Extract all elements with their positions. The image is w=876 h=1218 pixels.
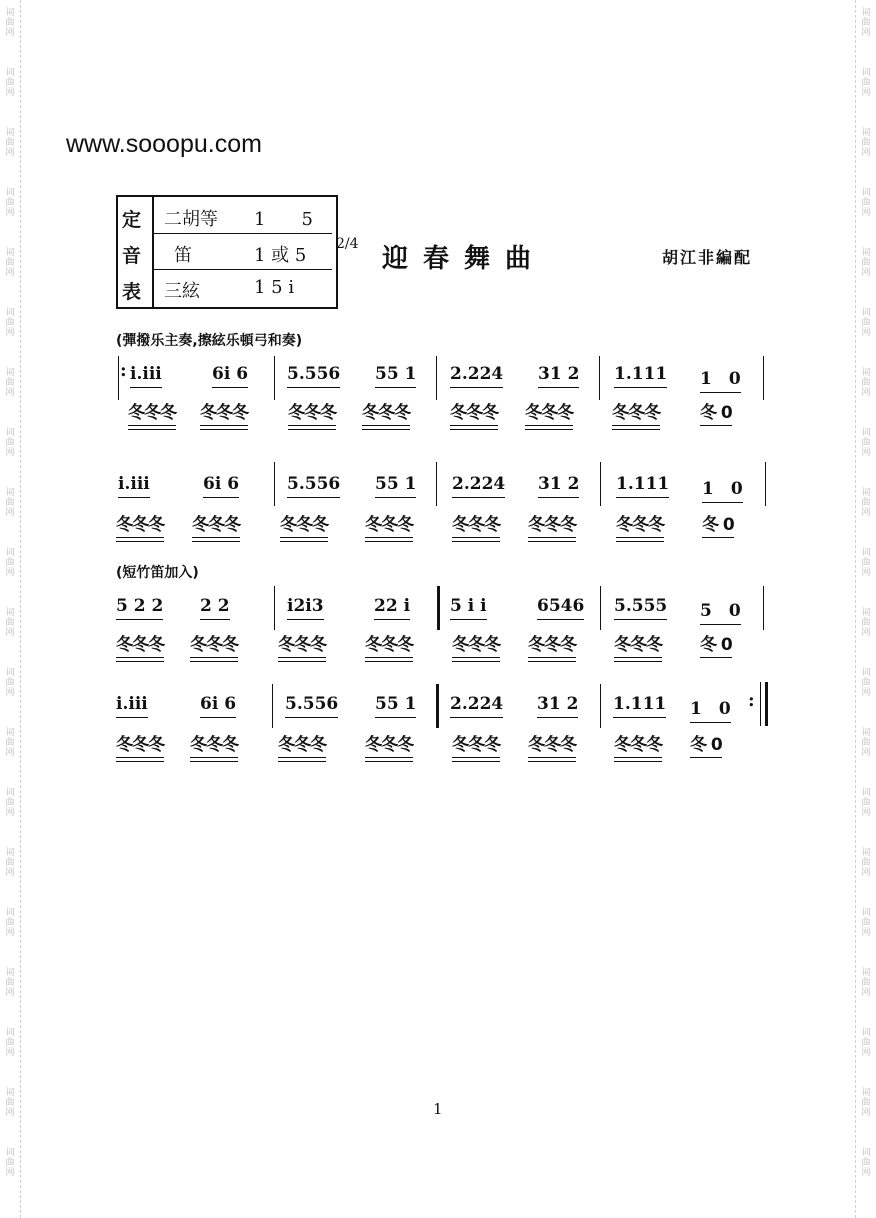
watermark-text: 词 曲 网 bbox=[5, 968, 15, 998]
bar-line bbox=[763, 356, 764, 400]
watermark-text: 词 曲 网 bbox=[861, 68, 871, 98]
percussion-group: 冬 0 bbox=[700, 398, 732, 423]
melody-note-group: 55 1 bbox=[375, 364, 417, 384]
melody-note-group: 1 0 bbox=[702, 474, 743, 499]
melody-note-group: 5.556 bbox=[285, 694, 339, 714]
tuning-table bbox=[116, 195, 338, 309]
melody-note-group: 2.224 bbox=[452, 474, 506, 494]
watermark-text: 词 曲 网 bbox=[5, 1028, 15, 1058]
bar-line bbox=[763, 586, 764, 630]
watermark-text: 词 曲 网 bbox=[5, 248, 15, 278]
tuning-notes: 1 5 bbox=[254, 209, 313, 230]
melody-note-group: 55 1 bbox=[375, 694, 417, 714]
percussion-group: 冬 0 bbox=[690, 730, 722, 755]
watermark-text: 词 曲 网 bbox=[861, 848, 871, 878]
performance-instruction: (彈撥乐主奏,擦絃乐頓弓和奏) bbox=[116, 333, 303, 349]
watermark-text: 词 曲 网 bbox=[861, 728, 871, 758]
percussion-group: 冬冬冬 bbox=[450, 398, 498, 423]
site-url: www.sooopu.com bbox=[66, 130, 262, 158]
watermark-text: 词 曲 网 bbox=[861, 488, 871, 518]
percussion-group: 冬冬冬 bbox=[612, 398, 660, 423]
repeat-end-sign: : bbox=[748, 690, 755, 711]
melody-note-group: 1 0 bbox=[690, 694, 731, 719]
percussion-group: 冬冬冬 bbox=[116, 630, 164, 655]
watermark-text: 词 曲 网 bbox=[5, 68, 15, 98]
percussion-group: 冬冬冬 bbox=[616, 510, 664, 535]
bar-line bbox=[600, 462, 601, 506]
watermark-text: 词 曲 网 bbox=[5, 8, 15, 38]
watermark-text: 词 曲 网 bbox=[5, 368, 15, 398]
bar-line bbox=[600, 586, 601, 630]
bar-line bbox=[436, 356, 437, 400]
watermark-text: 词 曲 网 bbox=[861, 8, 871, 38]
watermark-text: 词 曲 网 bbox=[5, 908, 15, 938]
watermark-text: 词 曲 网 bbox=[5, 1088, 15, 1118]
melody-note-group: 31 2 bbox=[538, 364, 580, 384]
percussion-group: 冬冬冬 bbox=[528, 730, 576, 755]
melody-note-group: 55 1 bbox=[375, 474, 417, 494]
bar-line bbox=[272, 684, 273, 728]
percussion-group: 冬冬冬 bbox=[116, 510, 164, 535]
percussion-group: 冬冬冬 bbox=[365, 730, 413, 755]
left-watermark-strip bbox=[0, 0, 21, 1218]
right-watermark-strip bbox=[855, 0, 876, 1218]
melody-note-group: 5 0 bbox=[700, 596, 741, 621]
melody-note-group: 5.556 bbox=[287, 474, 341, 494]
percussion-group: 冬冬冬 bbox=[192, 510, 240, 535]
watermark-text: 词 曲 网 bbox=[861, 908, 871, 938]
percussion-group: 冬冬冬 bbox=[128, 398, 176, 423]
repeat-start-sign: : bbox=[120, 360, 127, 381]
percussion-group: 冬冬冬 bbox=[528, 510, 576, 535]
watermark-text: 词 曲 网 bbox=[861, 428, 871, 458]
watermark-text: 词 曲 网 bbox=[5, 848, 15, 878]
bar-line bbox=[274, 356, 275, 400]
tuning-header-char: 定 bbox=[122, 209, 142, 231]
percussion-group: 冬冬冬 bbox=[614, 730, 662, 755]
bar-line bbox=[437, 586, 440, 630]
watermark-text: 词 曲 网 bbox=[861, 368, 871, 398]
melody-note-group: 6546 bbox=[537, 596, 585, 616]
melody-note-group: 6i 6 bbox=[203, 474, 240, 494]
melody-note-group: 2 2 bbox=[200, 596, 230, 616]
arranger-credit: 胡江非編配 bbox=[662, 248, 753, 267]
percussion-group: 冬冬冬 bbox=[614, 630, 662, 655]
watermark-text: 词 曲 网 bbox=[861, 308, 871, 338]
bar-line bbox=[600, 684, 601, 728]
bar-line bbox=[118, 356, 119, 400]
bar-line bbox=[760, 682, 761, 726]
percussion-group: 冬冬冬 bbox=[528, 630, 576, 655]
watermark-text: 词 曲 网 bbox=[5, 1148, 15, 1178]
percussion-group: 冬冬冬 bbox=[452, 630, 500, 655]
watermark-text: 词 曲 网 bbox=[861, 1028, 871, 1058]
melody-note-group: 22 i bbox=[374, 596, 411, 616]
bar-line bbox=[436, 462, 437, 506]
watermark-text: 词 曲 网 bbox=[861, 128, 871, 158]
percussion-group: 冬 0 bbox=[700, 630, 732, 655]
tuning-instrument: 三絃 bbox=[164, 281, 200, 302]
watermark-text: 词 曲 网 bbox=[5, 488, 15, 518]
melody-note-group: i.iii bbox=[130, 364, 162, 384]
tuning-table-header bbox=[118, 197, 154, 307]
bar-line bbox=[765, 462, 766, 506]
watermark-text: 词 曲 网 bbox=[5, 428, 15, 458]
melody-note-group: 6i 6 bbox=[200, 694, 237, 714]
tuning-row bbox=[154, 235, 332, 270]
bar-line bbox=[274, 586, 275, 630]
watermark-text: 词 曲 网 bbox=[861, 788, 871, 818]
watermark-text: 词 曲 网 bbox=[861, 548, 871, 578]
melody-note-group: 31 2 bbox=[538, 474, 580, 494]
watermark-text: 词 曲 网 bbox=[5, 788, 15, 818]
percussion-group: 冬冬冬 bbox=[365, 510, 413, 535]
percussion-group: 冬冬冬 bbox=[365, 630, 413, 655]
percussion-group: 冬冬冬 bbox=[190, 630, 238, 655]
melody-note-group: 2.224 bbox=[450, 364, 504, 384]
watermark-text: 词 曲 网 bbox=[5, 728, 15, 758]
watermark-text: 词 曲 网 bbox=[5, 308, 15, 338]
melody-note-group: i2i3 bbox=[287, 596, 324, 616]
percussion-group: 冬冬冬 bbox=[200, 398, 248, 423]
melody-note-group: i.iii bbox=[116, 694, 148, 714]
watermark-text: 词 曲 网 bbox=[5, 548, 15, 578]
melody-note-group: i.iii bbox=[118, 474, 150, 494]
melody-note-group: 1.111 bbox=[614, 364, 668, 384]
watermark-text: 词 曲 网 bbox=[861, 188, 871, 218]
watermark-text: 词 曲 网 bbox=[861, 608, 871, 638]
tuning-header-char: 表 bbox=[122, 281, 142, 303]
watermark-text: 词 曲 网 bbox=[861, 248, 871, 278]
melody-note-group: 1 0 bbox=[700, 364, 741, 389]
melody-note-group: 6i 6 bbox=[212, 364, 249, 384]
tuning-notes: 1 或 5 bbox=[254, 245, 307, 266]
tuning-row bbox=[154, 199, 332, 234]
watermark-text: 词 曲 网 bbox=[861, 1148, 871, 1178]
melody-note-group: 2.224 bbox=[450, 694, 504, 714]
tuning-row bbox=[154, 271, 332, 305]
score-title: 迎春舞曲 bbox=[382, 244, 547, 274]
melody-note-group: 31 2 bbox=[537, 694, 579, 714]
percussion-group: 冬冬冬 bbox=[278, 630, 326, 655]
melody-note-group: 5.555 bbox=[614, 596, 668, 616]
watermark-text: 词 曲 网 bbox=[5, 188, 15, 218]
watermark-text: 词 曲 网 bbox=[5, 128, 15, 158]
final-bar-line bbox=[765, 682, 768, 726]
percussion-group: 冬冬冬 bbox=[288, 398, 336, 423]
melody-note-group: 5 i i bbox=[450, 596, 487, 616]
performance-instruction: (短竹笛加入) bbox=[116, 565, 199, 581]
percussion-group: 冬冬冬 bbox=[362, 398, 410, 423]
watermark-text: 词 曲 网 bbox=[5, 668, 15, 698]
melody-note-group: 5 2 2 bbox=[116, 596, 164, 616]
percussion-group: 冬冬冬 bbox=[278, 730, 326, 755]
tuning-instrument: 二胡等 bbox=[164, 209, 218, 230]
tuning-header-char: 音 bbox=[122, 245, 142, 267]
percussion-group: 冬冬冬 bbox=[280, 510, 328, 535]
tuning-notes: 1 5 i bbox=[254, 277, 295, 298]
melody-note-group: 1.111 bbox=[613, 694, 667, 714]
percussion-group: 冬冬冬 bbox=[452, 510, 500, 535]
percussion-group: 冬冬冬 bbox=[190, 730, 238, 755]
tuning-instrument: 笛 bbox=[174, 245, 192, 266]
percussion-group: 冬冬冬 bbox=[452, 730, 500, 755]
watermark-text: 词 曲 网 bbox=[861, 968, 871, 998]
watermark-text: 词 曲 网 bbox=[861, 668, 871, 698]
watermark-text: 词 曲 网 bbox=[861, 1088, 871, 1118]
time-signature: 2/4 bbox=[336, 236, 359, 252]
watermark-text: 词 曲 网 bbox=[5, 608, 15, 638]
melody-note-group: 1.111 bbox=[616, 474, 670, 494]
percussion-group: 冬冬冬 bbox=[525, 398, 573, 423]
bar-line bbox=[274, 462, 275, 506]
melody-note-group: 5.556 bbox=[287, 364, 341, 384]
page-number: 1 bbox=[433, 1100, 443, 1118]
bar-line bbox=[436, 684, 439, 728]
percussion-group: 冬 0 bbox=[702, 510, 734, 535]
percussion-group: 冬冬冬 bbox=[116, 730, 164, 755]
bar-line bbox=[599, 356, 600, 400]
